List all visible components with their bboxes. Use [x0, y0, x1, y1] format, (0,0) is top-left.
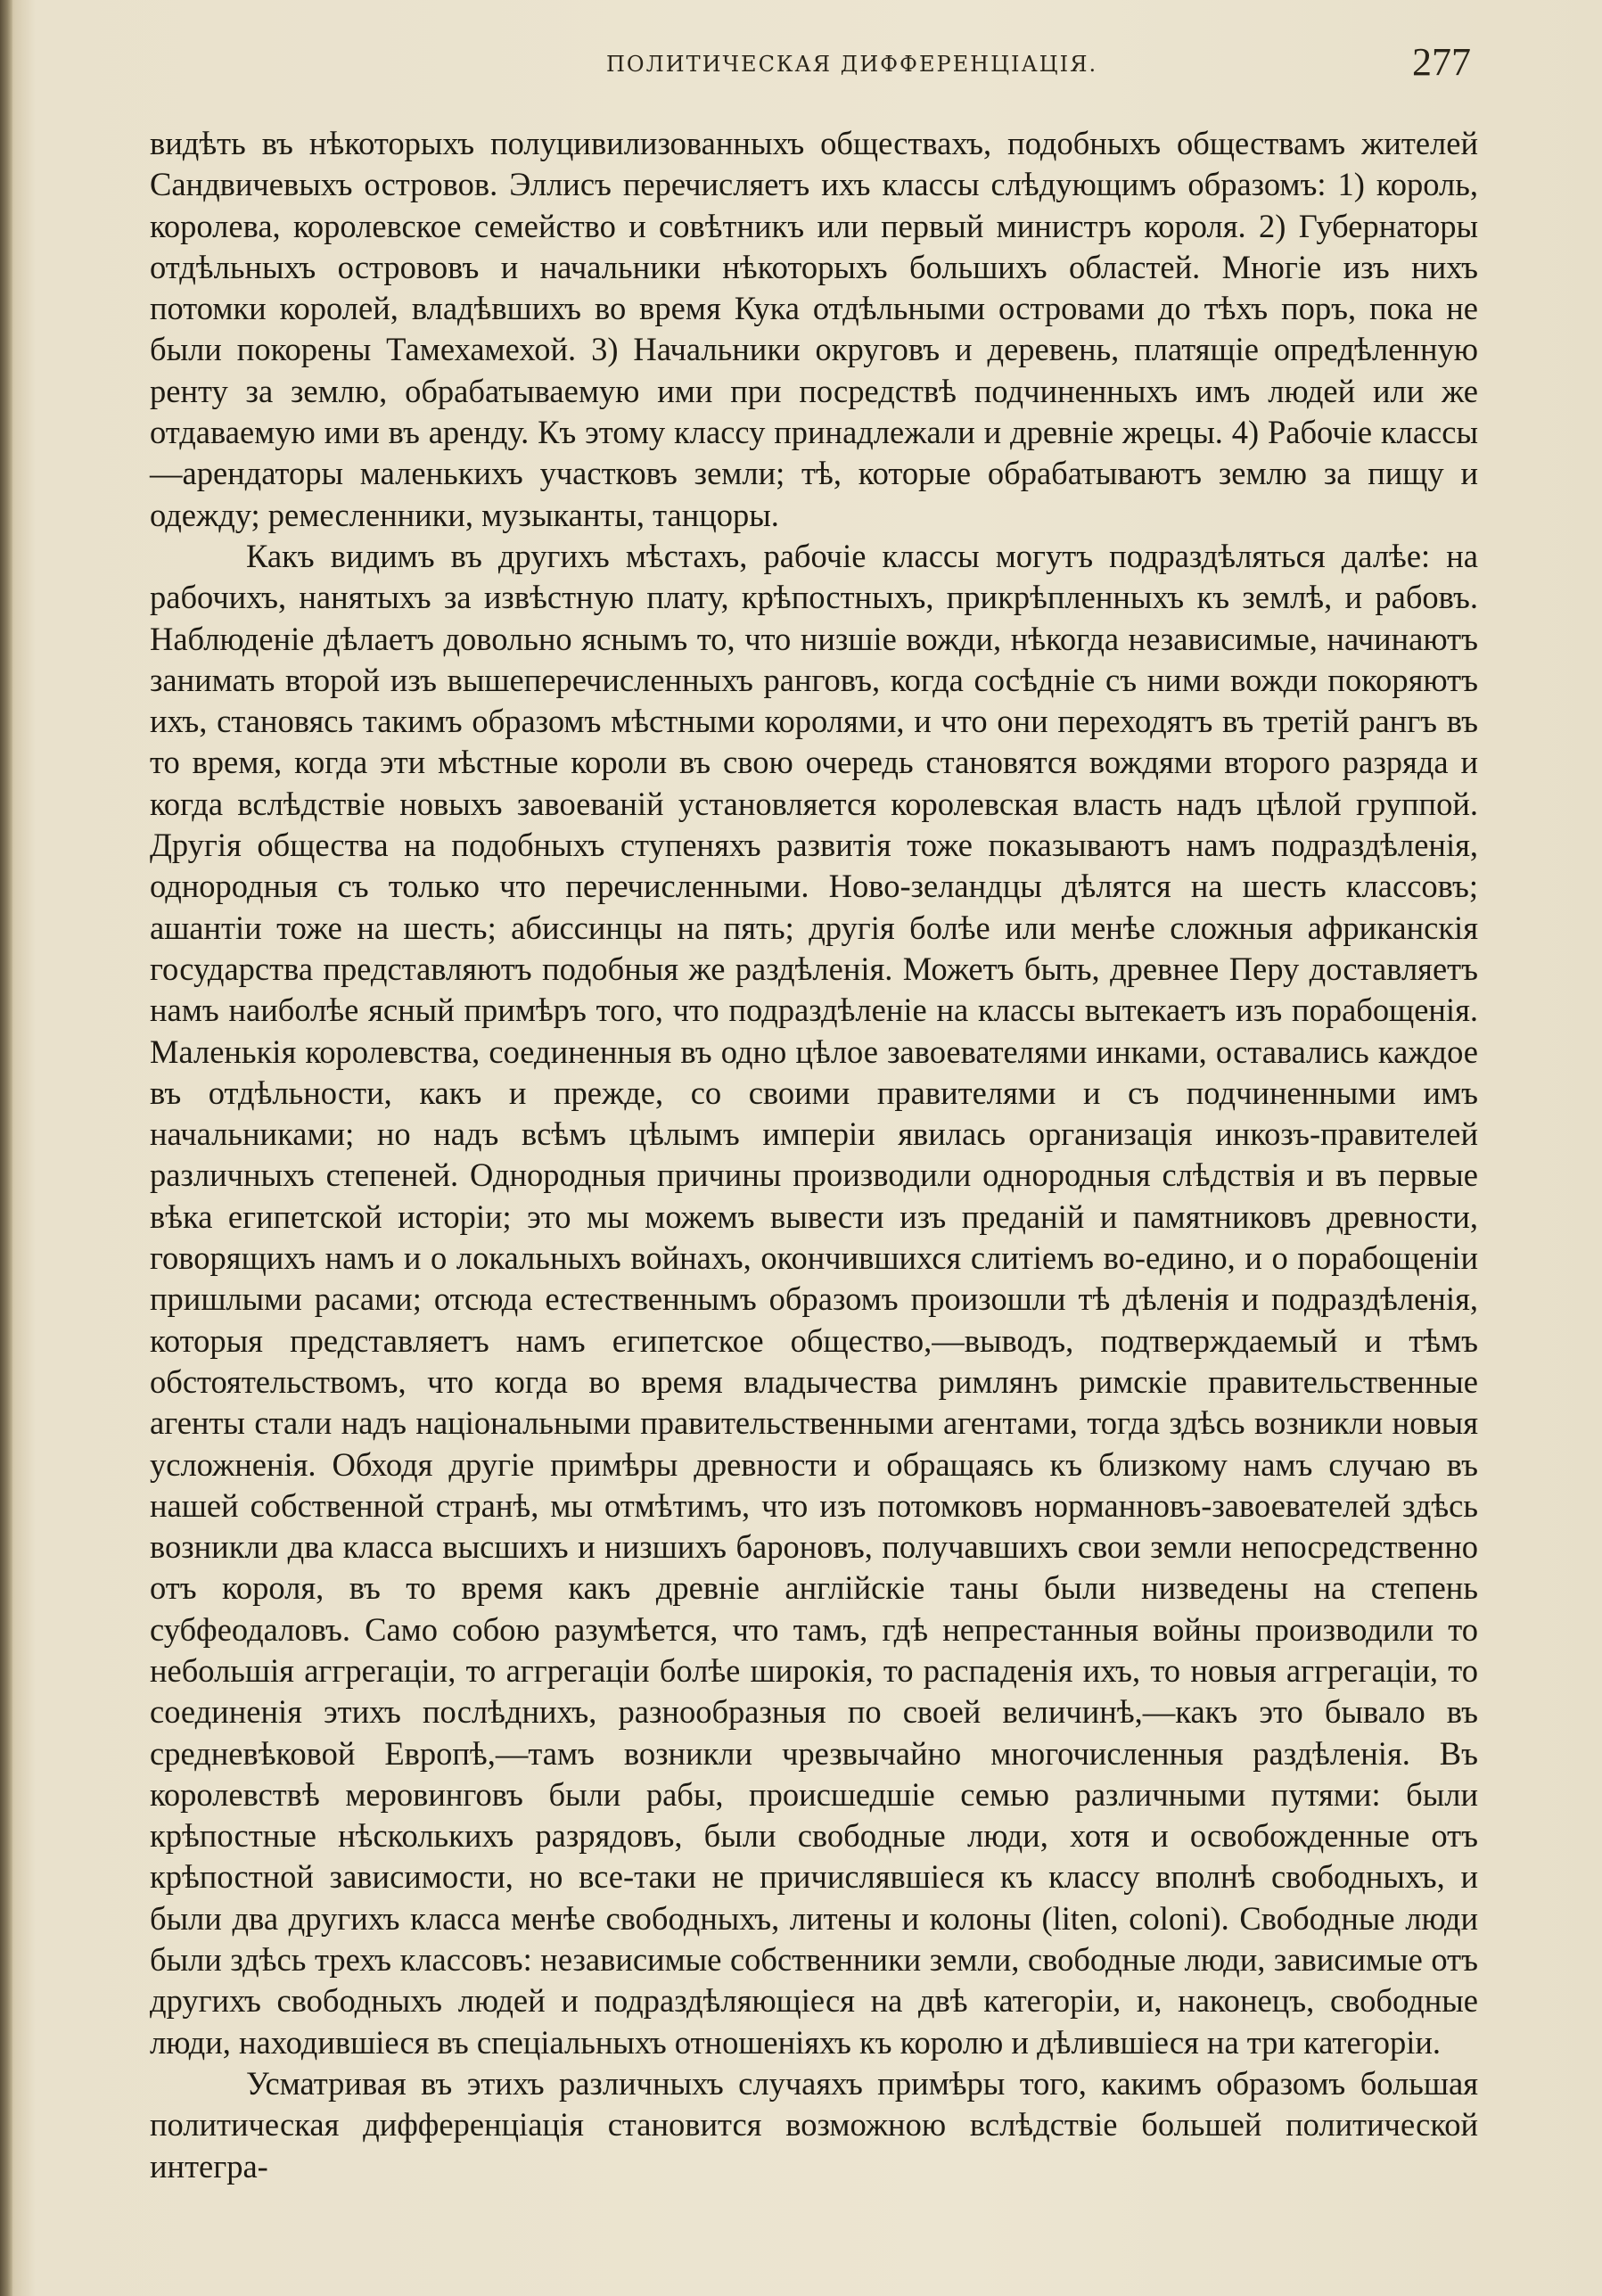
body-text	[150, 123, 1478, 2187]
paragraph-1: видѣть въ нѣкоторыхъ полуцивилизованныхъ обществахъ, подобныхъ обществамъ жителей Сандвичевыхъ островов. Эллисъ перечисляетъ ихъ классы слѣдующимъ образомъ: 1) король, королева, королевское семейство и совѣтникъ или первый министръ короля. 2) Губернаторы отдѣльныхъ острововъ и начальники нѣкоторыхъ большихъ областей. Многіе изъ нихъ потомки королей, владѣвшихъ во время Кука отдѣльными островами до тѣхъ поръ, пока не были покорены Тамехамехой. 3) Начальники округовъ и деревень, платящіе опредѣленную ренту за землю, обрабатываемую ими при посредствѣ подчиненныхъ имъ людей или же отдаваемую ими въ аренду. Къ этому классу принадлежали и древніе жрецы. 4) Рабочіе классы—арендаторы маленькихъ участковъ земли; тѣ, которые обрабатываютъ землю за пищу и одежду; ремесленники, музыканты, танцоры.	[150, 125, 1478, 533]
running-title: ПОЛИТИЧЕСКАЯ ДИФФЕРЕНЦІАЦІЯ.	[606, 52, 1098, 77]
paragraph-2: Какъ видимъ въ другихъ мѣстахъ, рабочіе классы могутъ подраздѣляться далѣе: на рабочихъ, нанятыхъ за извѣстную плату, крѣпостныхъ, прикрѣпленныхъ къ землѣ, и рабовъ. Наблюденіе дѣлаетъ довольно яснымъ то, что низшіе вожди, нѣкогда независимые, начинаютъ занимать второй изъ вышеперечисленныхъ ранговъ, когда сосѣдніе съ ними вожди покоряютъ ихъ, становясь такимъ образомъ мѣстными королями, и что они переходятъ въ третій рангъ въ то время, когда эти мѣстные короли въ свою очередь становятся вождями второго разряда и когда вслѣдствіе новыхъ завоеваній установляется королевская власть надъ цѣлой группой. Другія общества на подобныхъ ступеняхъ развитія тоже показываютъ намъ подраздѣленія, однородныя съ только что перечисленными. Ново-зеландцы дѣлятся на шесть классовъ; ашантіи тоже на шесть; абиссинцы на пять; другія болѣе или менѣе сложныя африканскія государства представляютъ подобныя же раздѣленія. Можетъ быть, древнее Перу доставляетъ намъ наиболѣе ясный примѣръ того, что подраздѣленіе на классы вытекаетъ изъ порабощенія. Маленькія королевства, соединенныя въ одно цѣлое завоевателями инками, оставались каждое въ отдѣльности, какъ и прежде, со своими правителями и съ подчиненными имъ начальниками; но надъ всѣмъ цѣлымъ имперіи явилась организація инкозъ-правителей различныхъ степеней. Однородныя причины производили однородныя слѣдствія и въ первые вѣка египетской исторіи; это мы можемъ вывести изъ преданій и памятниковъ древности, говорящихъ намъ и о локальныхъ войнахъ, окончившихся слитіемъ во-едино, и о порабощеніи пришлыми расами; отсюда естественнымъ образомъ произошли тѣ дѣленія и подраздѣленія, которыя представляетъ намъ египетское общество,—выводъ, подтверждаемый и тѣмъ обстоятельствомъ, что когда во время владычества римлянъ римскіе правительственные агенты стали надъ національными правительственными агентами, тогда здѣсь возникли новыя усложненія. Обходя другіе примѣры древности и обращаясь къ близкому намъ случаю въ нашей собственной странѣ, мы отмѣтимъ, что изъ потомковъ норманновъ-завоевателей здѣсь возникли два класса высшихъ и низшихъ бароновъ, получавшихъ свои земли непосредственно отъ короля, въ то время какъ древніе англійскіе таны были низведены на степень субфеодаловъ. Само собою разумѣется, что тамъ, гдѣ непрестанныя войны производили то небольшія аггрегаціи, то аггрегаціи болѣе широкія, то распаденія ихъ, то новыя аггрегаціи, то соединенія этихъ послѣднихъ, разнообразныя по своей величинѣ,—какъ это бывало въ средневѣковой Европѣ,—тамъ возникли чрезвычайно многочисленныя раздѣленія. Въ королевствѣ меровинговъ были рабы, происшедшіе семью различными путями: были крѣпостные нѣсколькихъ разрядовъ, были свободные люди, хотя и освобожденные отъ крѣпостной зависимости, но все-таки не причислявшіеся къ классу вполнѣ свободныхъ, и были два другихъ класса менѣе свободныхъ, литены и колоны (liten, coloni). Свободные люди были здѣсь трехъ классовъ: независимые собственники земли, свободные люди, зависимые отъ другихъ свободныхъ людей и подраздѣляющіеся на двѣ категоріи, и, наконецъ, свободные люди, находившіеся въ спеціальныхъ отношеніяхъ къ королю и дѣлившіеся на три категоріи.	[150, 537, 1478, 2061]
page-header	[152, 39, 1471, 93]
page-number: 277	[1412, 40, 1471, 84]
paragraph-3: Усматривая въ этихъ различныхъ случаяхъ примѣры того, какимъ образомъ большая политическая дифференціація становится возможною вслѣдствіе большей политической интегра-	[150, 2064, 1478, 2185]
book-spine-shadow	[0, 0, 12, 2296]
